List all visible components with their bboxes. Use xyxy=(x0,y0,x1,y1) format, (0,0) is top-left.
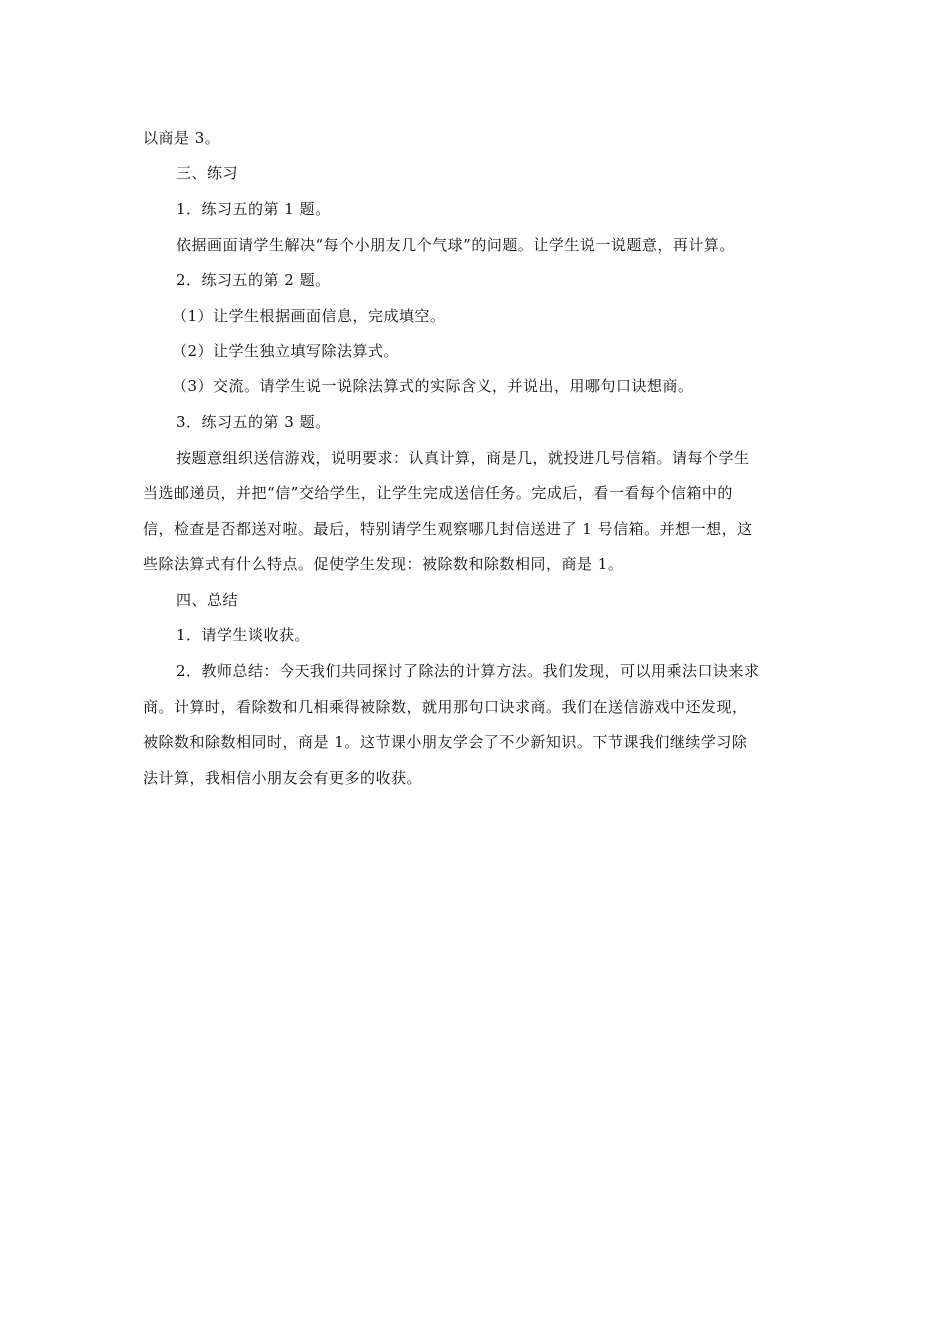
text-line: （2）让学生独立填写除法算式。 xyxy=(172,342,400,360)
text-line: 以商是 3。 xyxy=(143,129,221,147)
text-line: 1．请学生谈收获。 xyxy=(176,626,311,644)
text-line: （1）让学生根据画面信息，完成填空。 xyxy=(172,307,446,325)
text-line: 2．练习五的第 2 题。 xyxy=(176,271,331,289)
text-line: 些除法算式有什么特点。促使学生发现：被除数和除数相同，商是 1。 xyxy=(143,555,624,573)
text-line: 依据画面请学生解决“每个小朋友几个气球”的问题。让学生说一说题意，再计算。 xyxy=(176,236,735,254)
text-line: 信，检查是否都送对啦。最后，特别请学生观察哪几封信送进了 1 号信箱。并想一想，这 xyxy=(143,520,753,538)
text-line: 按题意组织送信游戏，说明要求：认真计算，商是几，就投进几号信箱。请每个学生 xyxy=(176,449,750,467)
text-line: 商。计算时，看除数和几相乘得被除数，就用那句口诀求商。我们在送信游戏中还发现， xyxy=(143,698,748,716)
text-line: （3）交流。请学生说一说除法算式的实际含义，并说出，用哪句口诀想商。 xyxy=(172,377,694,395)
text-line: 1．练习五的第 1 题。 xyxy=(176,200,331,218)
section-heading-practice: 三、练习 xyxy=(176,164,239,182)
text-line: 3．练习五的第 3 题。 xyxy=(176,413,331,431)
text-line: 法计算，我相信小朋友会有更多的收获。 xyxy=(143,769,423,787)
section-heading-summary: 四、总结 xyxy=(176,591,239,609)
text-line: 2．教师总结：今天我们共同探讨了除法的计算方法。我们发现，可以用乘法口诀来求 xyxy=(176,662,760,680)
text-line: 当选邮递员，并把“信”交给学生，让学生完成送信任务。完成后，看一看每个信箱中的 xyxy=(143,484,733,502)
text-line: 被除数和除数相同时，商是 1。这节课小朋友学会了不少新知识。下节课我们继续学习除 xyxy=(143,733,748,751)
